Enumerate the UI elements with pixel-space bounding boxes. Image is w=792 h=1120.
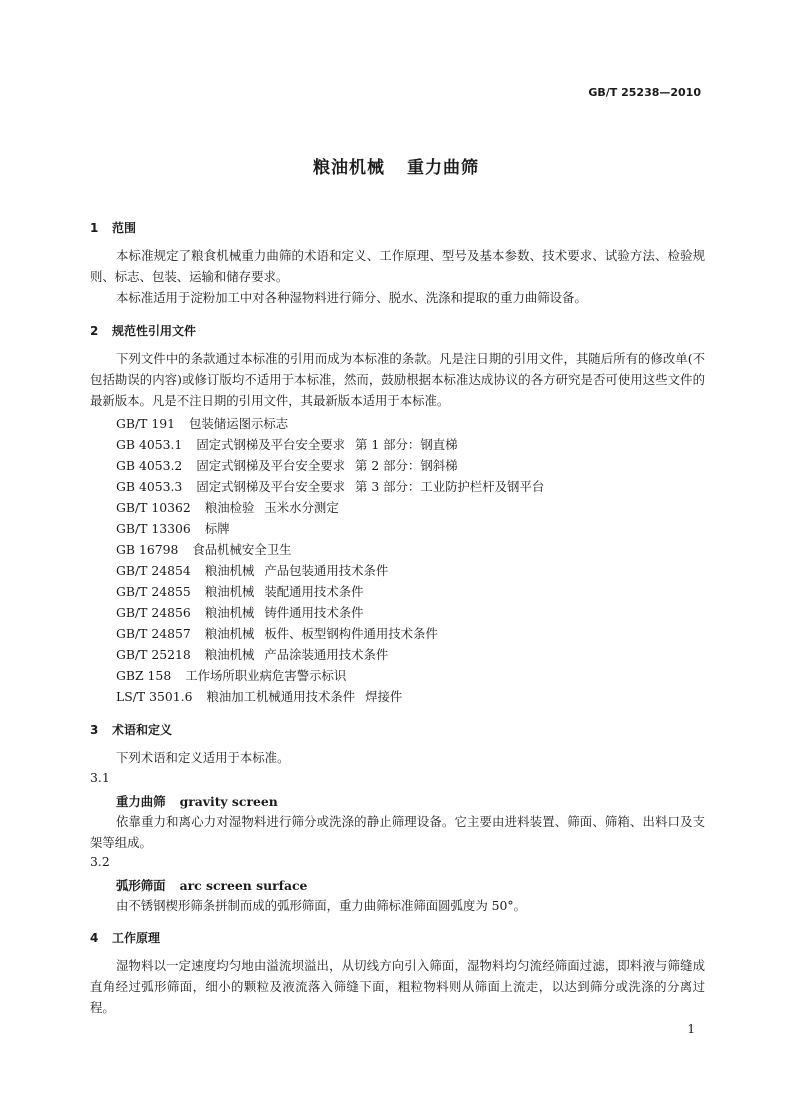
reference-item: GB 4053.1 固定式钢梯及平台安全要求 第 1 部分：钢直梯: [116, 437, 458, 452]
standard-number: GB/T 25238—2010: [588, 86, 701, 99]
term-number: 3.1: [90, 770, 110, 785]
section-2-heading: 2 规范性引用文件: [90, 324, 197, 338]
reference-item: LS/T 3501.6 粮油加工机械通用技术条件 焊接件: [116, 689, 403, 704]
reference-item: GB 4053.3 固定式钢梯及平台安全要求 第 3 部分：工业防护栏杆及钢平台: [116, 479, 545, 494]
section-1-paragraph-1: 本标准规定了粮食机械重力曲筛的术语和定义、工作原理、型号及基本参数、技术要求、试验方法、检验规则、标志、包装、运输和储存要求。: [90, 248, 705, 284]
page-title: [0, 153, 792, 178]
reference-item: GB/T 24855 粮油机械 装配通用技术条件: [116, 584, 364, 599]
term-definition: 依靠重力和离心力对湿物料进行筛分或洗涤的静止筛理设备。它主要由进料装置、筛面、筛箱、出料口及支架等组成。: [90, 814, 705, 850]
term-name: 重力曲筛 gravity screen: [116, 794, 278, 809]
section-3-paragraph-1: 下列术语和定义适用于本标准。: [116, 750, 290, 765]
term-name: 弧形筛面 arc screen surface: [116, 878, 308, 893]
reference-item: GB/T 24856 粮油机械 铸件通用技术条件: [116, 605, 364, 620]
reference-item: GB/T 25218 粮油机械 产品涂装通用技术条件: [116, 647, 389, 662]
section-1-heading: 1 范围: [90, 221, 137, 235]
reference-item: GB 4053.2 固定式钢梯及平台安全要求 第 2 部分：钢斜梯: [116, 458, 458, 473]
section-2-paragraph-1: 下列文件中的条款通过本标准的引用而成为本标准的条款。凡是注日期的引用文件，其随后所有的修改单(不包括勘误的内容)或修订版均不适用于本标准，然而，鼓励根据本标准达成协议的各方研究是否可使用这些文件的最新版本。凡是不注日期的引用文件，其最新版本适用于本标准。: [90, 351, 705, 408]
reference-item: GB/T 13306 标牌: [116, 521, 230, 536]
title-part1: 粮油机械: [313, 158, 385, 178]
reference-item: GB/T 191 包装储运图示标志: [116, 416, 289, 431]
section-4-paragraph-1: 湿物料以一定速度均匀地由溢流坝溢出，从切线方向引入筛面，湿物料均匀流经筛面过滤，即料液与筛缝成直角经过弧形筛面，细小的颗粒及液流落入筛缝下面，粗粒物料则从筛面上流走，以达到筛分或洗涤的分离过程。: [90, 958, 705, 1015]
reference-item: GB/T 10362 粮油检验 玉米水分测定: [116, 500, 339, 515]
section-4-heading: 4 工作原理: [90, 931, 161, 945]
reference-item: GBZ 158 工作场所职业病危害警示标识: [116, 668, 347, 683]
reference-item: GB 16798 食品机械安全卫生: [116, 542, 292, 557]
reference-item: GB/T 24854 粮油机械 产品包装通用技术条件: [116, 563, 389, 578]
title-part2: 重力曲筛: [407, 158, 479, 178]
page-number: 1: [687, 1022, 695, 1036]
section-3-heading: 3 术语和定义: [90, 723, 173, 737]
reference-item: GB/T 24857 粮油机械 板件、板型钢构件通用技术条件: [116, 626, 438, 641]
section-1-paragraph-2: 本标准适用于淀粉加工中对各种湿物料进行筛分、脱水、洗涤和提取的重力曲筛设备。: [116, 290, 587, 305]
term-definition: 由不锈钢楔形筛条拼制而成的弧形筛面，重力曲筛标准筛面圆弧度为 50°。: [116, 898, 527, 913]
term-number: 3.2: [90, 854, 110, 869]
